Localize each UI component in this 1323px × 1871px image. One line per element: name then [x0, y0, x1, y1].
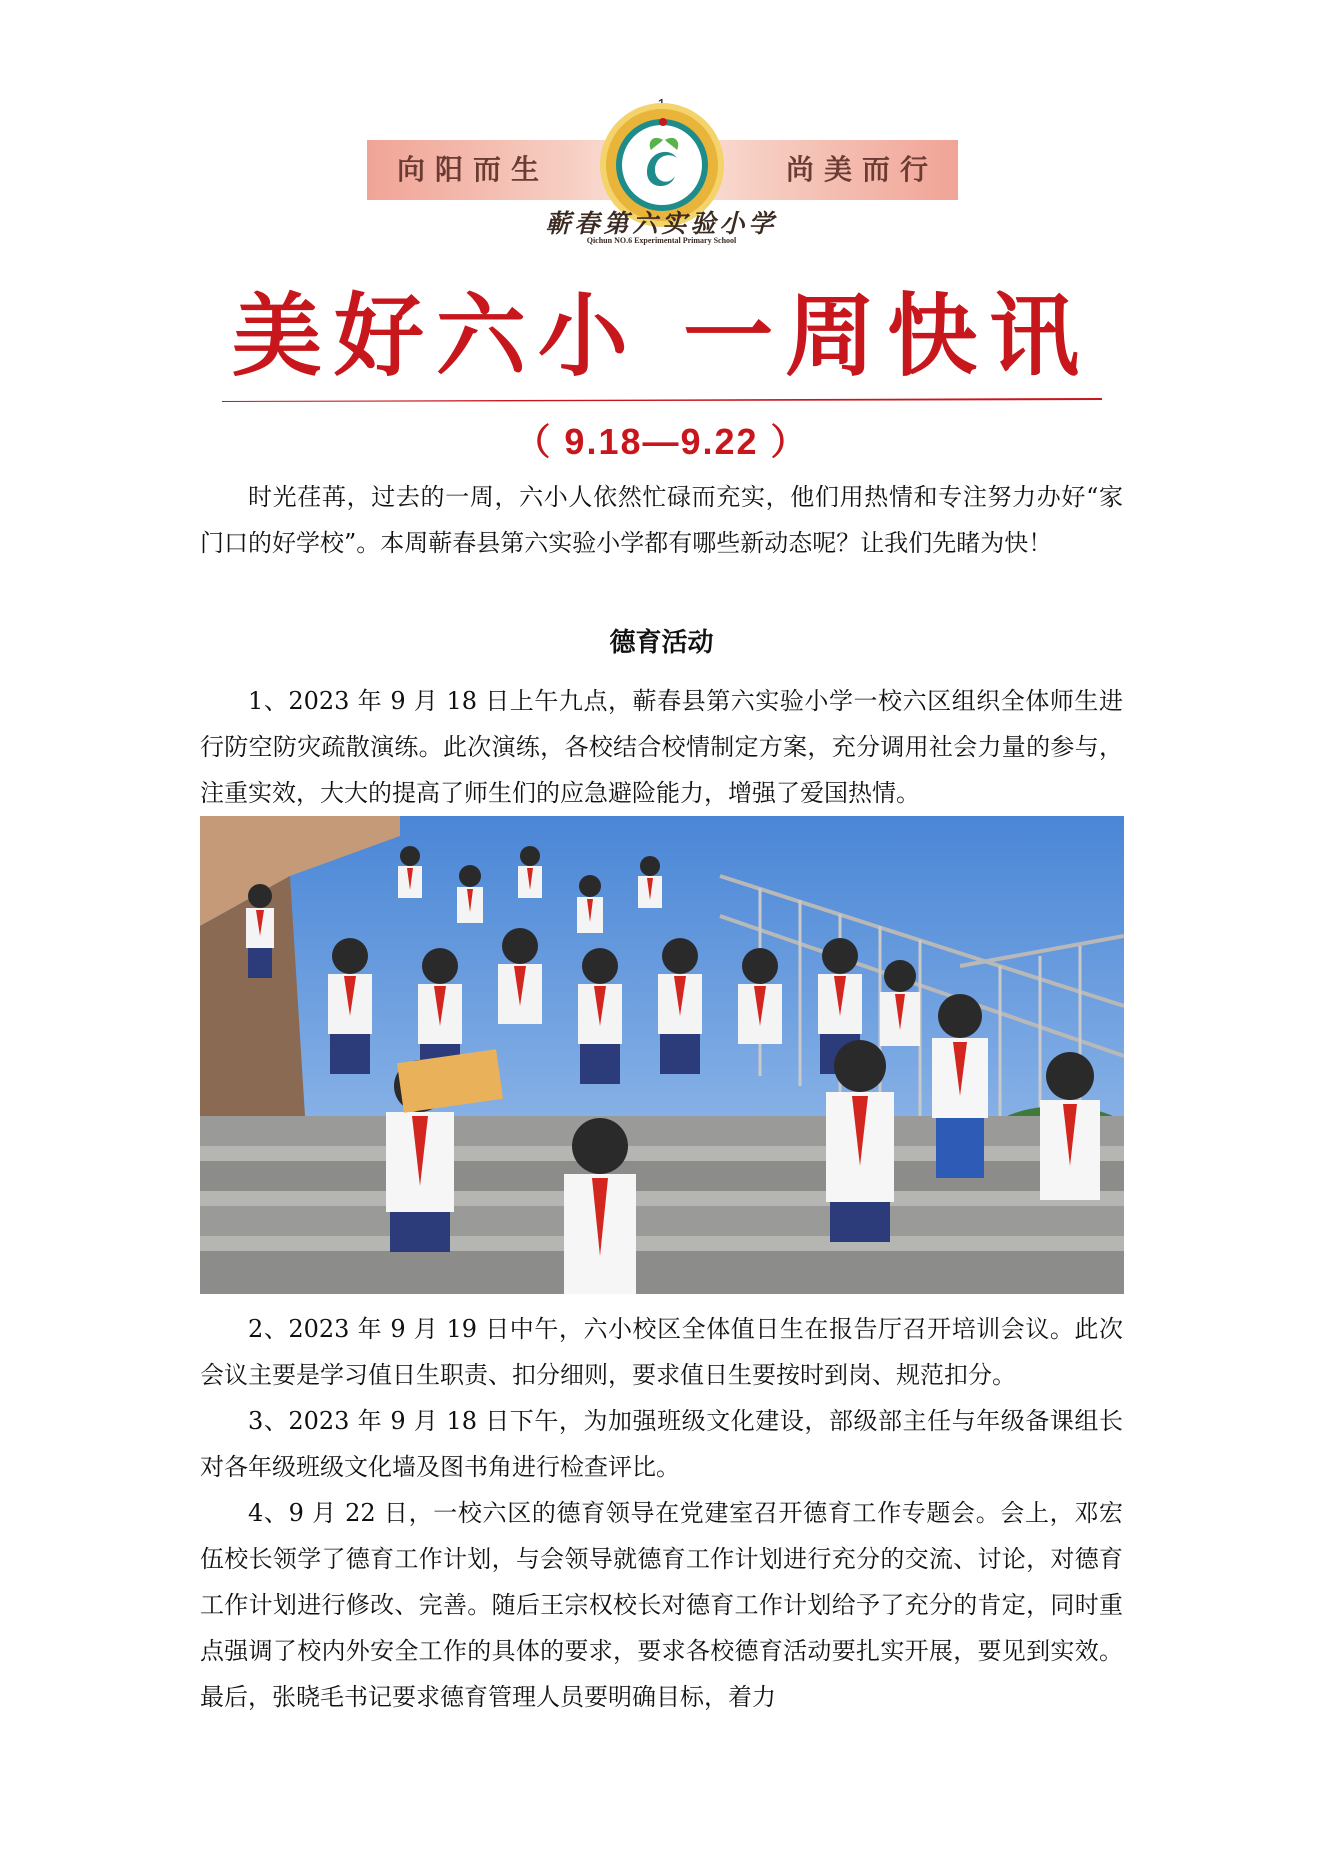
title-divider — [222, 398, 1102, 402]
main-title: 美好六小 一周快讯 — [231, 284, 1092, 389]
news-item-3: 3、2023 年 9 月 18 日下午，为加强班级文化建设，部级部主任与年级备课组长对各年级班级文化墙及图书角进行检查评比。 — [200, 1407, 1123, 1481]
banner-slogan-right: 尚美而行 — [785, 153, 938, 186]
intro-paragraph: 时光荏苒，过去的一周，六小人依然忙碌而充实，他们用热情和专注努力办好“家门口的好学校”。本周蕲春县第六实验小学都有哪些新动态呢？让我们先睹为快！ — [200, 483, 1123, 557]
date-range: （ 9.18—9.22 ） — [514, 421, 809, 462]
news-item-4: 4、9 月 22 日，一校六区的德育领导在党建室召开德育工作专题会。会上，邓宏伍校长领学了德育工作计划，与会领导就德育工作计划进行充分的交流、讨论，对德育工作计划进行修改、完善。随后王宗权校长对德育工作计划给予了充分的肯定，同时重点强调了校内外安全工作的具体的要求，要求各校德育活动要扎实开展，要见到实效。最后，张晓毛书记要求德育管理人员要明确目标，着力 — [200, 1499, 1123, 1711]
school-name-chinese: 蕲春第六实验小学 — [545, 209, 778, 238]
school-name-english: Qichun NO.6 Experimental Primary School — [586, 236, 737, 245]
banner-slogan-left: 向阳而生 — [397, 153, 550, 186]
evacuation-drill-photo — [200, 816, 1124, 1294]
news-item-1: 1、2023 年 9 月 18 日上午九点，蕲春县第六实验小学一校六区组织全体师生进行防空防灾疏散演练。此次演练，各校结合校情制定方案，充分调用社会力量的参与，注重实效，大大的提高了师生们的应急避险能力，增强了爱国热情。 — [200, 687, 1123, 807]
news-item-2: 2、2023 年 9 月 19 日中午，六小校区全体值日生在报告厅召开培训会议。此次会议主要是学习值日生职责、扣分细则，要求值日生要按时到岗、规范扣分。 — [200, 1315, 1123, 1389]
section-heading: 德育活动 — [609, 628, 714, 658]
